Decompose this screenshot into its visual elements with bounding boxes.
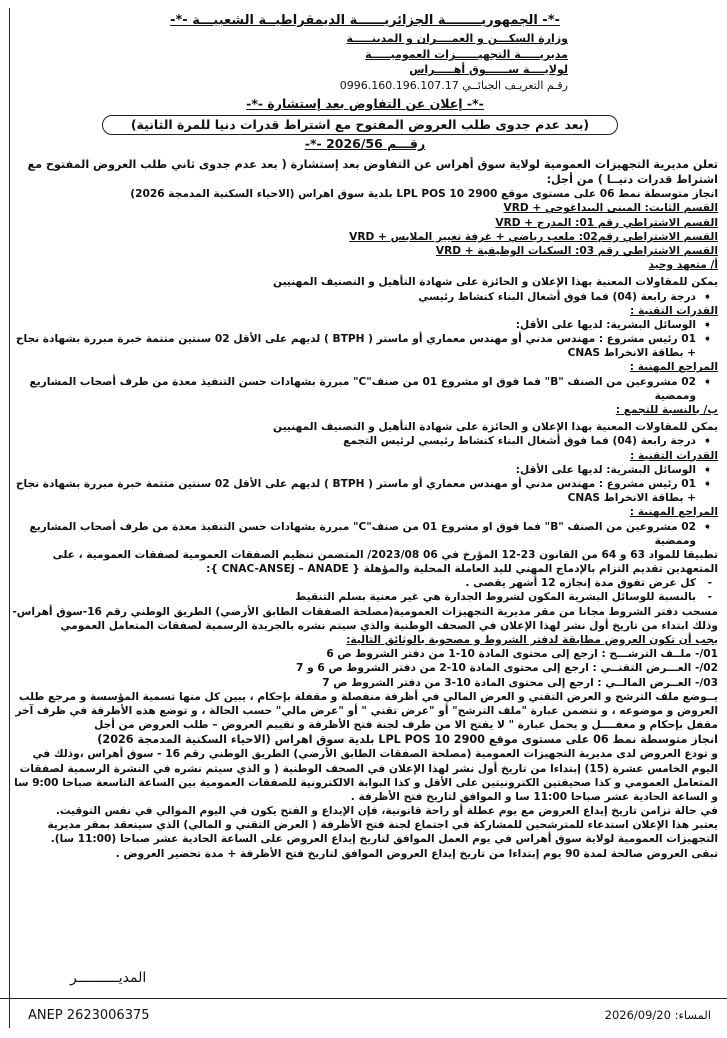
lot-2: القسم الاشتراطي رقم02: ملعب رياضي + غرفة تغيير الملابس + VRD — [349, 230, 718, 243]
arrow-bullet-icon: ➧ — [703, 477, 712, 490]
human-means-1: ➧ الوسائل البشرية: لديها على الأقل: — [515, 318, 712, 331]
duration-rule: - كل عرض تفوق مدة إنجازه 12 أشهر يقصى . — [465, 577, 712, 590]
arrow-bullet-icon: ➧ — [703, 375, 712, 388]
staff-1: ➧ 01 رئيس مشروع : مهندس مدني أو مهندس معماري أو ماستر ( BTPH ) لديهم على الأقل 02 سنتين متتمة خبرة مبررة بشهادة نجاح + بطاقة الانخراط CNAS — [15, 333, 712, 360]
grouping-heading: ب/ بالنسبة للتجمع : — [615, 404, 718, 417]
arrow-bullet-icon: ➧ — [703, 333, 712, 346]
ministry-name: وزارة السكـــن و العمــــران و المدينـــــة — [346, 32, 568, 46]
refs-2-text: ➧ 02 مشروعين من الصنف "B" فما فوق او مشروع 01 من صنف"C" مبررة بشهادات حسن التنفيذ معدة من طرف أصحاب المشاريع وممضية — [29, 520, 712, 547]
anep-reference: ANEP 2623006375 — [28, 1008, 150, 1023]
wilaya-name: لولايــــة ســــــوق أهـــــراس — [409, 63, 568, 77]
arrow-bullet-icon: ➧ — [703, 520, 712, 533]
envelopes-instructions: يــوضع ملف الترشح و العرض التقني و العرض المالي في أظرفة منفصلة و مقفلة بإحكام ، يبين كل منها تسمية المؤسسة و مرجع طلب العروض و موضوعه ، و تتضمن عبارة "ملف الترشح" أو "عرض تقني " أو "عرض مالي" حسب الحالة ، و توضع هذه الأظرفة في ظرف آخر مقفل بإحكام و مغفــــل و يحمل عبارة " لا يفتح الا من طرف لجنة فتح الأظرفة و تقييم العروض – طلب العروض من أجل — [15, 690, 718, 732]
arrow-bullet-icon: ➧ — [703, 463, 712, 476]
announcement-title: -*- إعلان عن التفاوض بعد إستشارة -*- — [246, 95, 484, 111]
director-signature: المديــــــــــر — [70, 970, 147, 986]
grade-2: ➧ درجة رابعة (04) فما فوق أشغال البناء كنشاط رئيسي لرئيس التجمع — [343, 435, 712, 448]
lot-1: القسم الاشتراطي رقم 01: المدرج + VRD — [495, 216, 718, 229]
eligibility-2: يمكن للمقاولات المعنية بهذا الإعلان و الحائزة على شهادة التأهيل و التصنيف المهنيين — [273, 421, 718, 434]
tech-capacity-1: القدرات التقنية : — [630, 304, 718, 317]
staff-2: ➧ 01 رئيس مشروع : مهندس مدني أو مهندس معماري أو ماستر ( BTPH ) لديهم على الأقل 02 سنتين متتمة خبرة مبررة بشهادة نجاح + بطاقة الانخراط CNAS — [15, 477, 712, 505]
professional-refs-2: المراجع المهنية : — [629, 506, 718, 519]
organization-block — [12, 31, 568, 93]
document-1: 01/- ملــف الترشـــح : ارجع إلى محتوى المادة 10-1 من دفتر الشروط ص 6 — [326, 648, 718, 661]
refs-1-text: ➧ 02 مشروعين من الصنف "B" فما فوق او مشروع 01 من صنف"C" مبررة بشهادات حسن التنفيذ معدة من طرف أصحاب المشاريع وممضية — [29, 375, 712, 402]
document-2: 02/- العـــرض التقنــي : ارجع إلى محتوى المادة 10-2 من دفتر الشروط ص 6 و 7 — [296, 662, 718, 675]
human-means-2: ➧ الوسائل البشرية: لديها على الأقل: — [515, 463, 712, 476]
documents-intro: يجب أن تكون العروض مطابقة لدفتر الشروط و مصحوبة بالوثائق التالية: — [346, 634, 718, 647]
tech-capacity-2: القدرات التقنية : — [630, 449, 718, 462]
project-title-2: انجاز متوسطة نمط 06 على مستوى موقع LPL POS 10 2900 بلدية سوق اهراس (الاحياء السكنية المدمجة 2026) — [97, 733, 718, 747]
intro-paragraph: تعلن مديرية التجهيزات العمومية لولاية سوق أهراس عن التفاوض بعد إستشارة ( بعد عدم جدوى ثاني طلب العروض المفتوح مع اشتراط قدرات دنيــا ) من أجل: — [27, 158, 718, 187]
professional-refs-1: المراجع المهنية : — [629, 361, 718, 374]
arrow-bullet-icon: ➧ — [703, 435, 712, 448]
announcement-document — [12, 6, 718, 1032]
dash-bullet-icon: - — [707, 591, 712, 604]
announcement-subtitle: (بعد عدم جدوى طلب العروض المفتوح مع اشتراط قدرات دنيا للمرة الثانية) — [102, 115, 618, 136]
eligibility-1: يمكن للمقاولات المعنية بهذا الإعلان و الحائزة على شهادة التأهيل و التصنيف المهنيين — [273, 276, 718, 289]
single-contractor-heading: أ/ متعهد وحيد — [648, 259, 718, 272]
directorate-name: مديريـــــة التجهيــــــزات العموميـــــة — [365, 47, 568, 61]
republic-header: -*- الجمهوريــــــــة الجزائريــــــة الديمقراطيــة الشعبيـــة -*- — [170, 13, 560, 28]
human-means-note: - بالنسبة للوسائل البشرية المكون لشروط الجدارة هي غير معنية بسلم التنقيط — [295, 591, 712, 604]
document-3: 03/- العــرض المالــي : ارجع إلى محتوى المادة 10-3 من دفتر الشروط ص 7 — [322, 676, 718, 689]
deposit-instructions: و تودع العروض لدى مديرية التجهيزات العمومية (مصلحة الصفقات الطابق الأرضي) الطريق الوطني رقم 16 - سوق أهراس ،وذلك في اليوم الخامس عشرة (15) إبتداءا من تاريخ أول نشر لهذا الإعلان في الصحف الوطنية ( و الذي سيتم نشره في النشرة الرسمية لصفقات المتعامل العمومي و كذا صحيفتين الكترونيتين على الأقل و كذا البوابة الالكترونية للصفقات العمومية بين الساعة التاسعة صباحا 9:00 سا و الساعة الحادية عشر صباحا 11:00 سا و الموافق لتاريخ فتح الأظرفة . — [14, 748, 718, 803]
grade-1: ➧ درجة رابعة (04) فما فوق أشغال البناء كنشاط رئيسي — [418, 290, 712, 303]
specs-withdrawal: مسحب دفتر الشروط مجانا من مقر مديرية التجهيزات العمومية(مصلحة الصفقات الطابق الأرضي) الطريق الوطني رقم 16-سوق أهراس-وذلك ابتداء من تاريخ أول نشر لهذا الإعلان في الصحف الوطنية والذي سيتم نشره بالجريدة الرسمية لصفقات المتعامل العمومي — [12, 605, 718, 632]
opening-session: يعتبر هذا الإعلان استدعاء للمترشحين للمشاركة في اجتماع لجنة فتح الأظرفة ( العرض التقني و المالي) الذي سينعقد بمقر مديرية التجهيزات العمومية لولاية سوق أهراس في يوم العمل الموافق لتاريخ إيداع العروض على الساعة الحادية عشر صباحا (11:00 سا). — [47, 819, 718, 846]
left-border-line — [9, 8, 10, 1028]
holiday-rule: في حالة تزامن تاريخ إيداع العروض مع يوم عطلة أو راحة قانونية، فإن الإيداع و الفتح يكون في اليوم الموالي في نفس التوقيت. — [55, 805, 718, 818]
arrow-bullet-icon: ➧ — [703, 290, 712, 303]
tax-id: رقـم التعريـف الجبائــي 0996.160.196.107.17 — [339, 78, 568, 92]
offer-validity: تبقى العروض صالحة لمدة 90 يوم إبتداءا من تاريخ إيداع العروض الموافق لتاريخ فتح الأظرفة + مدة تحضير العروض . — [115, 847, 718, 860]
project-title: انجاز متوسطة نمط 06 على مستوى موقع LPL POS 10 2900 بلدية سوق اهراس (الاحياء السكنية المدمجة 2026) — [130, 188, 718, 201]
publication-date: المساء: 2026/09/20 — [604, 1008, 711, 1022]
dash-bullet-icon: - — [707, 577, 712, 590]
legal-basis: تطبيقا للمواد 63 و 64 من القانون 23-12 المؤرخ في 06 2023/08/ المتضمن تنظيم الصفقات العمومية لصفقات العمومية ، على المتعهدين تقديم التزام بالإدماج المهني لليد العاملة المحلية والمؤهلة { CNAC-ANSEJ – ANADE }: — [52, 548, 718, 576]
lot-fixed: القسم الثابت: المبنى البيداغوجي + VRD — [503, 202, 718, 215]
announcement-number: رقـــم 2026/56 -*- — [304, 136, 426, 152]
lot-3: القسم الاشتراطي رقم 03: السكنات الوظيفية + VRD — [435, 244, 718, 257]
arrow-bullet-icon: ➧ — [703, 318, 712, 331]
